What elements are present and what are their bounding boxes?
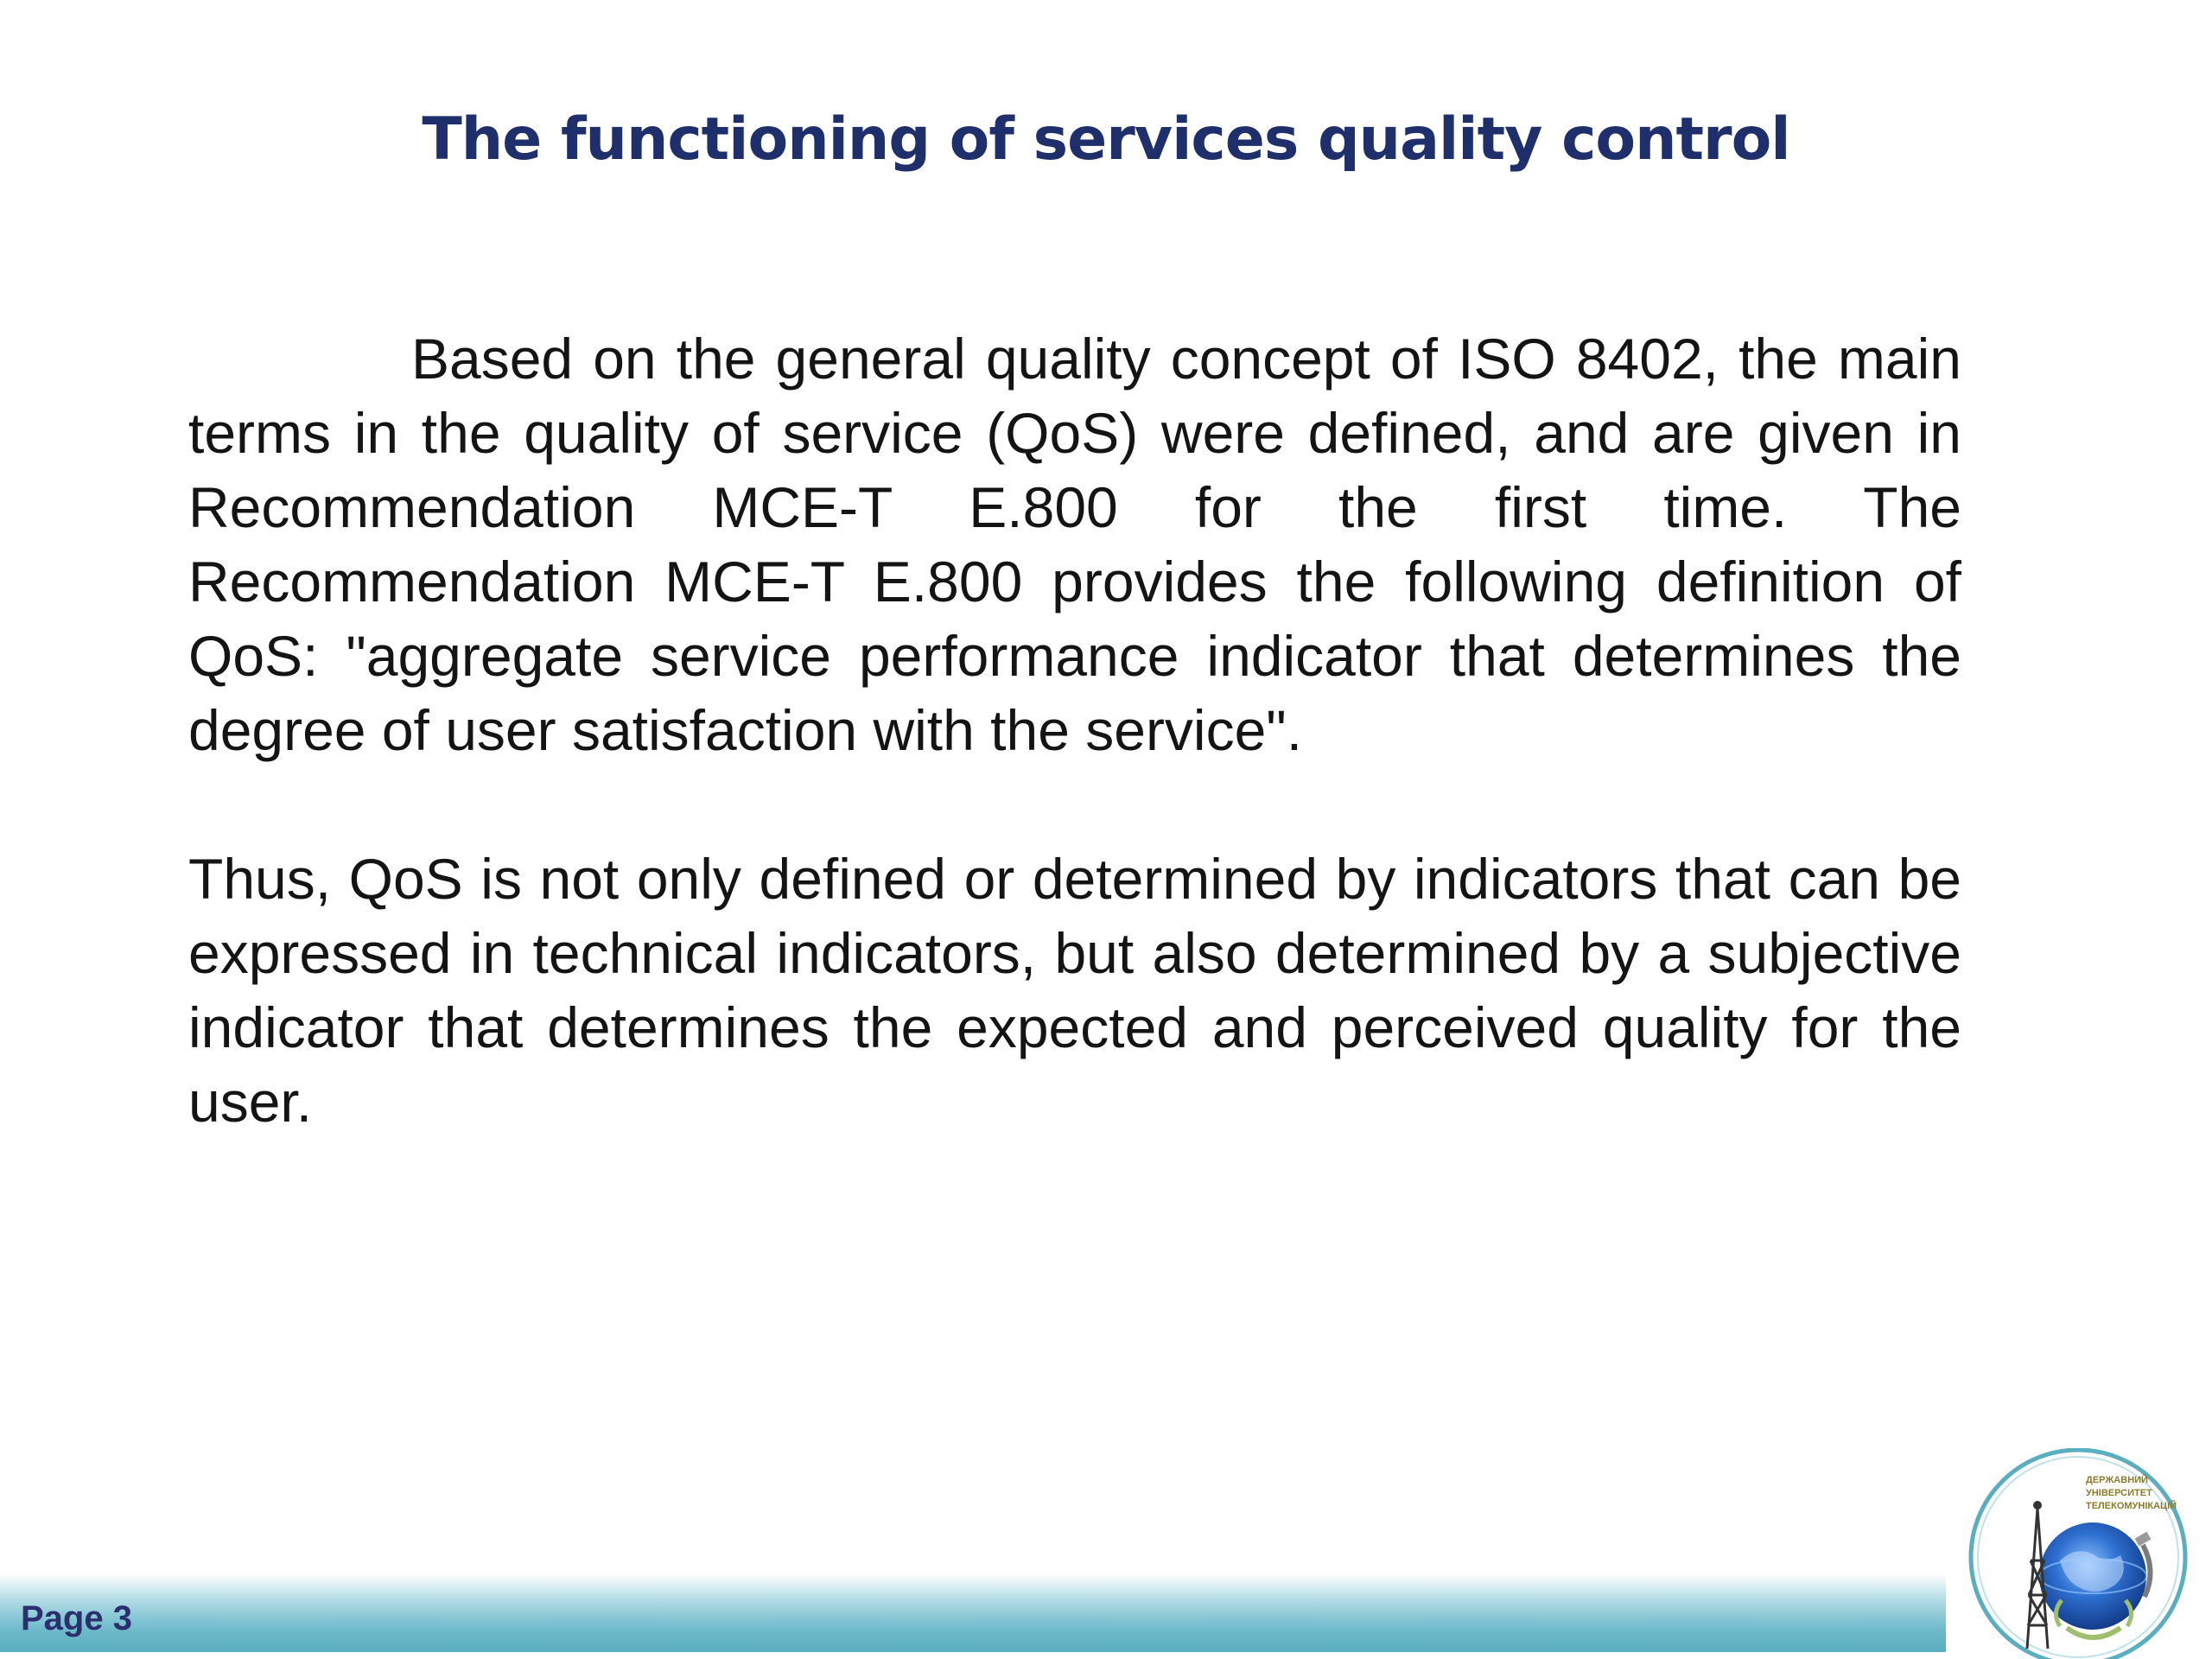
page-number-label: Page 3: [21, 1599, 132, 1637]
university-logo-icon: [1963, 1448, 2193, 1659]
footer-bar: [0, 1583, 1946, 1652]
logo-text-line: ТЕЛЕКОМУНІКАЦІЙ: [2086, 1501, 2177, 1511]
slide-title: The functioning of services quality control: [422, 105, 1790, 174]
body-paragraph: Based on the general quality concept of ISO 8402, the main terms in the quality of service (QoS) were defined, and are given in Recommendation MCE-T E.800 for the first time. The Recommendation MCE-T E.800 provides the following definition of QoS: "aggregate service performance indicator that determines the degree of user satisfaction with the service".: [188, 327, 1961, 762]
logo-text-line: УНІВЕРСИТЕТ: [2086, 1488, 2152, 1498]
slide-body: [188, 321, 1961, 1139]
body-paragraph: Thus, QoS is not only defined or determined by indicators that can be expressed in technical indicators, but also determined by a subjective indicator that determines the expected and perceived quality for the user.: [188, 847, 1961, 1134]
logo-text-line: ДЕРЖАВНИЙ: [2086, 1475, 2148, 1485]
